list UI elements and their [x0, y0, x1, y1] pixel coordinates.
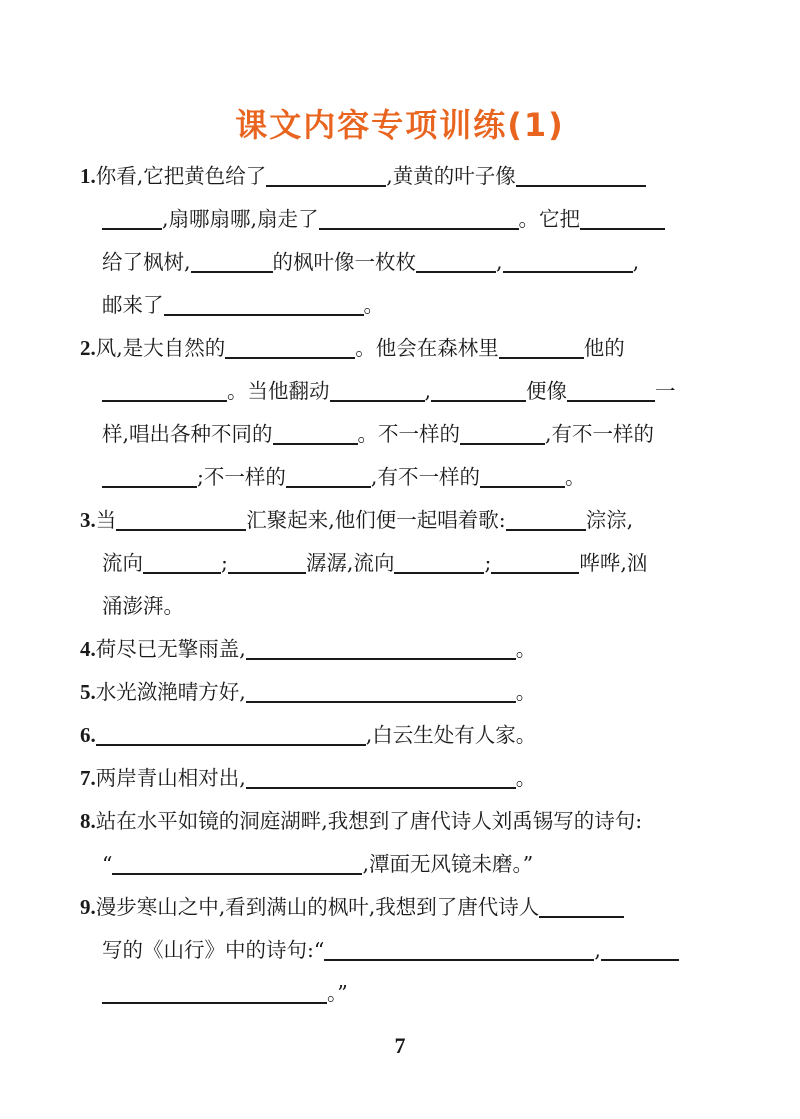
exercise-line [80, 370, 720, 413]
exercise-line [80, 155, 720, 198]
answer-blank[interactable] [394, 547, 484, 574]
question-text: 。 [515, 680, 537, 704]
answer-blank[interactable] [516, 160, 646, 187]
answer-blank[interactable] [567, 375, 655, 402]
answer-blank[interactable] [191, 246, 273, 273]
answer-blank[interactable] [225, 332, 355, 359]
answer-blank[interactable] [506, 504, 586, 531]
question-number: 3. [80, 508, 96, 532]
answer-blank[interactable] [143, 547, 221, 574]
question-text: 一 [655, 379, 676, 403]
answer-blank[interactable] [319, 203, 519, 230]
question-text: 潺潺,流向 [305, 551, 395, 575]
answer-blank[interactable] [164, 289, 364, 316]
answer-blank[interactable] [460, 418, 545, 445]
question-text: 淙淙, [585, 508, 634, 532]
question-text: 。它把 [518, 207, 581, 231]
question-text: 涌澎湃。 [102, 594, 184, 618]
question-text: 。 [515, 637, 537, 661]
question-text: ,潭面无风镜未磨。” [362, 852, 534, 876]
question-text: 。 [564, 465, 586, 489]
question-text: ;不一样的 [197, 465, 286, 489]
question-text: ,扇哪扇哪,扇走了 [162, 207, 319, 231]
answer-blank[interactable] [112, 848, 362, 875]
question-text: , [496, 250, 503, 274]
question-number: 1. [80, 164, 96, 188]
answer-blank[interactable] [480, 461, 565, 488]
question-text: 流向 [102, 551, 143, 575]
exercise-line [80, 585, 720, 628]
exercise-line [80, 671, 720, 714]
answer-blank[interactable] [539, 891, 624, 918]
exercise-line [80, 800, 720, 843]
answer-blank[interactable] [416, 246, 496, 273]
exercise-line [80, 628, 720, 671]
question-text: 当 [95, 508, 117, 532]
exercise-line [80, 327, 720, 370]
question-text: 水光潋滟晴方好, [95, 680, 246, 704]
exercise-line [80, 241, 720, 284]
question-text: ; [221, 551, 228, 575]
question-text: 写的《山行》中的诗句:“ [102, 938, 325, 962]
exercise-line [80, 413, 720, 456]
exercise-line [80, 972, 720, 1015]
answer-blank[interactable] [246, 633, 516, 660]
answer-blank[interactable] [601, 934, 679, 961]
exercise-line [80, 886, 720, 929]
answer-blank[interactable] [431, 375, 526, 402]
question-text: ,白云生处有人家。 [365, 723, 537, 747]
question-text: 漫步寒山之中,看到满山的枫叶,我想到了唐代诗人 [95, 895, 540, 919]
answer-blank[interactable] [503, 246, 633, 273]
exercise-line [80, 542, 720, 585]
exercise-line [80, 929, 720, 972]
answer-blank[interactable] [286, 461, 371, 488]
question-number: 8. [80, 809, 96, 833]
question-text: 哗哗,汹 [579, 551, 648, 575]
question-text: 。 [363, 293, 384, 317]
answer-blank[interactable] [102, 461, 197, 488]
question-text: 风,是大自然的 [95, 336, 226, 360]
answer-blank[interactable] [116, 504, 246, 531]
question-text: 站在水平如镜的洞庭湖畔,我想到了唐代诗人刘禹锡写的诗句: [95, 809, 643, 833]
exercise-line [80, 198, 720, 241]
answer-blank[interactable] [228, 547, 306, 574]
question-number: 4. [80, 637, 96, 661]
exercise-line [80, 843, 720, 886]
question-text: 。当他翻动 [227, 379, 330, 403]
question-text: 荷尽已无擎雨盖, [95, 637, 246, 661]
exercise-list [80, 155, 720, 1015]
question-text: ,有不一样的 [545, 422, 655, 446]
answer-blank[interactable] [266, 160, 386, 187]
question-number: 6. [80, 723, 96, 747]
question-text: , [424, 379, 432, 403]
question-text: 便像 [526, 379, 568, 403]
answer-blank[interactable] [580, 203, 665, 230]
exercise-line [80, 284, 720, 327]
answer-blank[interactable] [491, 547, 579, 574]
answer-blank[interactable] [246, 676, 516, 703]
exercise-line [80, 456, 720, 499]
answer-blank[interactable] [246, 762, 516, 789]
question-text: 给了枫树, [102, 250, 191, 274]
question-text: 汇聚起来,他们便一起唱着歌: [246, 508, 506, 532]
question-text: , [632, 250, 640, 274]
question-text: 的枫叶像一枚枚 [272, 250, 417, 274]
question-text: ,黄黄的叶子像 [386, 164, 516, 188]
answer-blank[interactable] [102, 375, 227, 402]
answer-blank[interactable] [102, 203, 162, 230]
answer-blank[interactable] [273, 418, 358, 445]
question-number: 9. [80, 895, 96, 919]
answer-blank[interactable] [96, 719, 366, 746]
question-text: 两岸青山相对出, [95, 766, 246, 790]
question-text: 你看,它把黄色给了 [95, 164, 267, 188]
answer-blank[interactable] [324, 934, 594, 961]
exercise-line [80, 499, 720, 542]
question-number: 7. [80, 766, 96, 790]
question-text: 。” [327, 981, 348, 1005]
question-text: 他的 [583, 336, 625, 360]
answer-blank[interactable] [499, 332, 584, 359]
question-text: ,有不一样的 [370, 465, 480, 489]
question-text: 邮来了 [102, 293, 164, 317]
question-text: , [594, 938, 601, 962]
page-number: 7 [394, 1033, 406, 1058]
page-title: 课文内容专项训练(1) [235, 106, 565, 144]
question-text: 。他会在森林里 [355, 336, 499, 360]
question-text: 。不一样的 [357, 422, 461, 446]
question-text: “ [102, 852, 113, 876]
exercise-line [80, 757, 720, 800]
question-number: 2. [80, 336, 96, 360]
question-text: ; [484, 551, 492, 575]
answer-blank[interactable] [330, 375, 425, 402]
answer-blank[interactable] [102, 977, 327, 1004]
question-text: 。 [515, 766, 537, 790]
exercise-line [80, 714, 720, 757]
question-number: 5. [80, 680, 96, 704]
question-text: 样,唱出各种不同的 [102, 422, 273, 446]
